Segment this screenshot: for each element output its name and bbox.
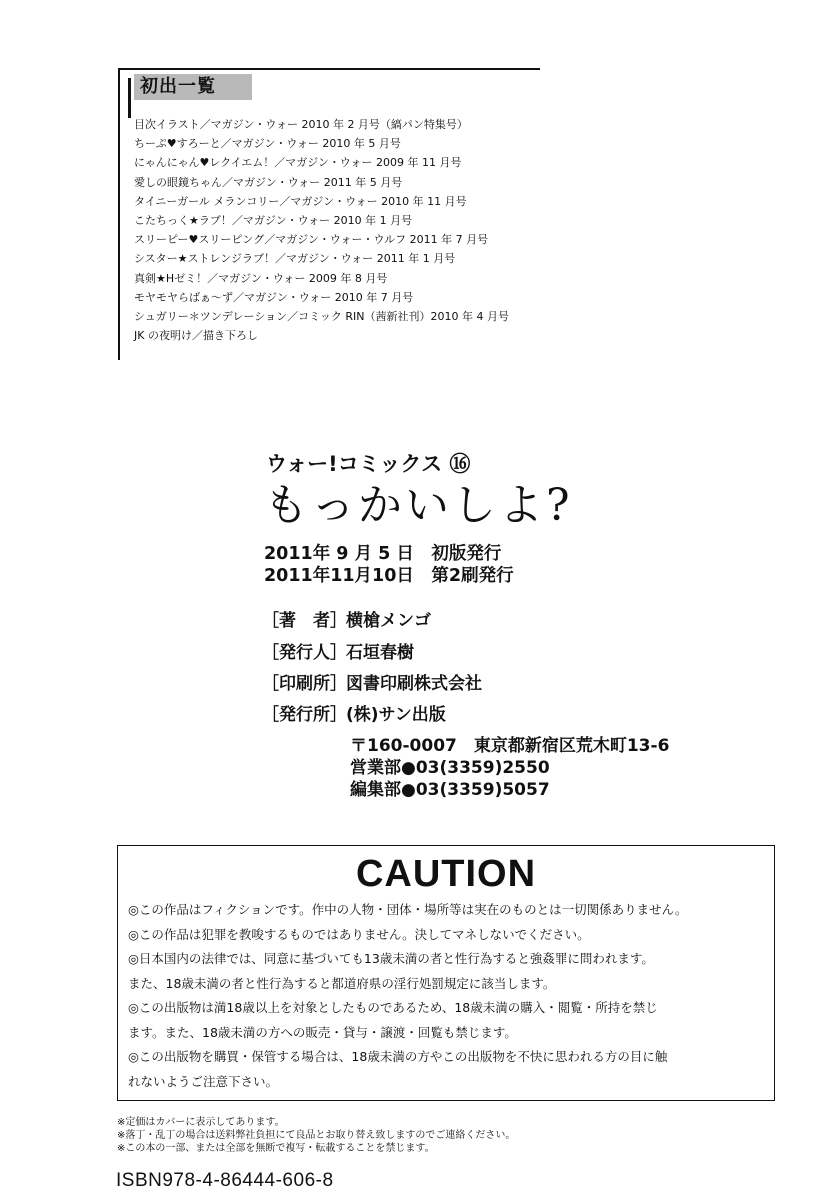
caution-line: ます。また、18歳未満の方への販売・貸与・譲渡・回覧も禁じます。 [128,1024,517,1040]
credit-value: 横槍メンゴ [346,611,431,631]
first-edition-date: 2011年 9 月 5 日 初版発行 [264,544,502,564]
caution-line: また、18歳未満の者と性行為すると都道府県の淫行処罰規定に該当します。 [128,975,556,991]
caution-line: れないようご注意下さい。 [128,1073,279,1089]
list-item: 目次イラスト／マガジン・ウォー 2010 年 2 月号（縞パン特集号） [134,118,468,131]
list-item: こたちっく★ラブ！／マガジン・ウォー 2010 年 1 月号 [134,213,413,227]
editorial-phone: 編集部●03(3359)5057 [350,780,550,800]
series-name: ウォー!コミックス ⑯ [266,452,471,476]
credit-label: ［印刷所］ [262,674,347,694]
list-item: ちーぷ♥すろーと／マガジン・ウォー 2010 年 5 月号 [134,137,401,151]
credit-label: ［発行人］ [262,643,347,663]
list-item: モヤモヤらばぁ〜ず／マガジン・ウォー 2010 年 7 月号 [134,290,414,304]
footer-note: ※定価はカバーに表示してあります。 [117,1117,285,1128]
caution-line: ◎この出版物は満18歳以上を対象としたものであるため、18歳未満の購入・閲覧・所持を禁じ [128,1000,658,1015]
list-item: シュガリー＊ツンデレーション／コミック RIN（茜新社刊）2010 年 4 月号 [134,309,509,323]
list-item: シスター★ストレンジラブ！／マガジン・ウォー 2011 年 1 月号 [134,252,456,266]
credit-value: 石垣春樹 [346,643,414,663]
first-appearance-list [134,115,509,345]
company-address: 〒160-0007 東京都新宿区荒木町13-6 [350,736,670,756]
list-item: 真剣★Hゼミ！／マガジン・ウォー 2009 年 8 月号 [134,271,388,285]
list-item: にゃんにゃん♥レクイエム！／マガジン・ウォー 2009 年 11 月号 [134,156,462,170]
credit-value: 図書印刷株式会社 [346,674,482,694]
sales-phone: 営業部●03(3359)2550 [350,758,550,778]
caution-title: CAUTION [355,853,537,895]
credit-label: ［発行所］ [262,705,347,725]
footer-notes [117,1116,515,1155]
credit-author [262,609,431,633]
caution-line: ◎この出版物を購買・保管する場合は、18歳未満の方やこの出版物を不快に思われる方の目に触 [128,1049,668,1064]
caution-text [128,898,687,1094]
credit-company [262,703,446,727]
list-item: 愛しの眼鏡ちゃん／マガジン・ウォー 2011 年 5 月号 [134,175,403,189]
isbn: ISBN978-4-86444-606-8 [116,1170,334,1191]
first-appearance-heading: 初出一覧 [134,74,252,100]
caution-line: ◎この作品はフィクションです。作中の人物・団体・場所等は実在のものとは一切関係ありません。 [128,902,688,917]
second-printing-date: 2011年11月10日 第2刷発行 [264,566,514,586]
credit-value: (株)サン出版 [346,705,446,725]
credit-printer [262,672,482,696]
caution-line: ◎日本国内の法律では、同意に基づいても13歳未満の者と性行為すると強姦罪に問われます。 [128,951,654,966]
book-title: もっかいしよ? [264,480,573,531]
footer-note: ※この本の一部、または全部を無断で複写・転載することを禁じます。 [117,1143,435,1154]
list-item: タイニーガール メランコリー／マガジン・ウォー 2010 年 11 月号 [134,194,467,208]
credit-publisher [262,641,414,665]
credit-label: ［著 者］ [262,611,347,631]
list-item: JK の夜明け／描き下ろし [134,329,258,343]
footer-note: ※落丁・乱丁の場合は送料弊社負担にて良品とお取り替え致しますのでご連絡ください。 [117,1130,516,1141]
caution-line: ◎この作品は犯罪を教唆するものではありません。決してマネしないでください。 [128,926,590,942]
list-item: スリーピー♥スリーピング／マガジン・ウォー・ウルフ 2011 年 7 月号 [134,233,489,247]
